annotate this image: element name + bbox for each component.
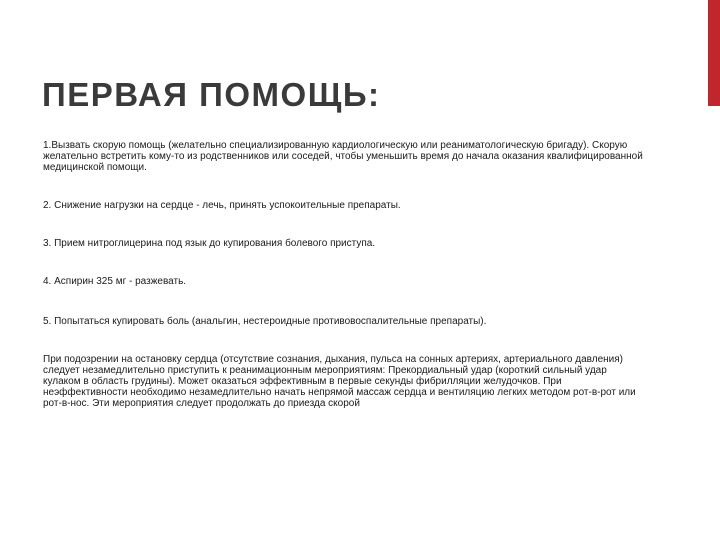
paragraph-2: 2. Снижение нагрузки на сердце - лечь, принять успокоительные препараты. bbox=[43, 200, 401, 211]
paragraph-6: При подозрении на остановку сердца (отсутствие сознания, дыхания, пульса на сонных артериях, артериального давления) следует незамедлительно приступить к реанимационным мероприятиям: Прекордиальный удар (короткий сильный удар кулаком в область грудины). Может оказаться эффективным в первые секунды фибрилляции желудочков. При неэффективности необходимо незамедлительно начать непрямой массаж сердца и вентиляцию легких методом рот-в-рот или рот-в-нос. Эти мероприятия следует продолжать до приезда скорой bbox=[43, 354, 636, 409]
slide-body bbox=[43, 140, 653, 409]
slide-title: ПЕРВАЯ ПОМОЩЬ: bbox=[42, 76, 381, 113]
accent-bar bbox=[708, 0, 720, 106]
paragraph-3: 3. Прием нитроглицерина под язык до купирования болевого приступа. bbox=[43, 238, 376, 249]
paragraph-1: 1.Вызвать скорую помощь (желательно специализированную кардиологическую или реаниматологическую бригаду). Скорую желательно встретить кому-то из родственников или соседей, чтобы уменьшить время до начала оказания квалифицированной медицинской помощи. bbox=[43, 140, 643, 173]
paragraph-5: 5. Попытаться купировать боль (анальгин, нестероидные противовоспалительные препараты). bbox=[43, 316, 487, 327]
paragraph-4: 4. Аспирин 325 мг - разжевать. bbox=[43, 276, 187, 287]
